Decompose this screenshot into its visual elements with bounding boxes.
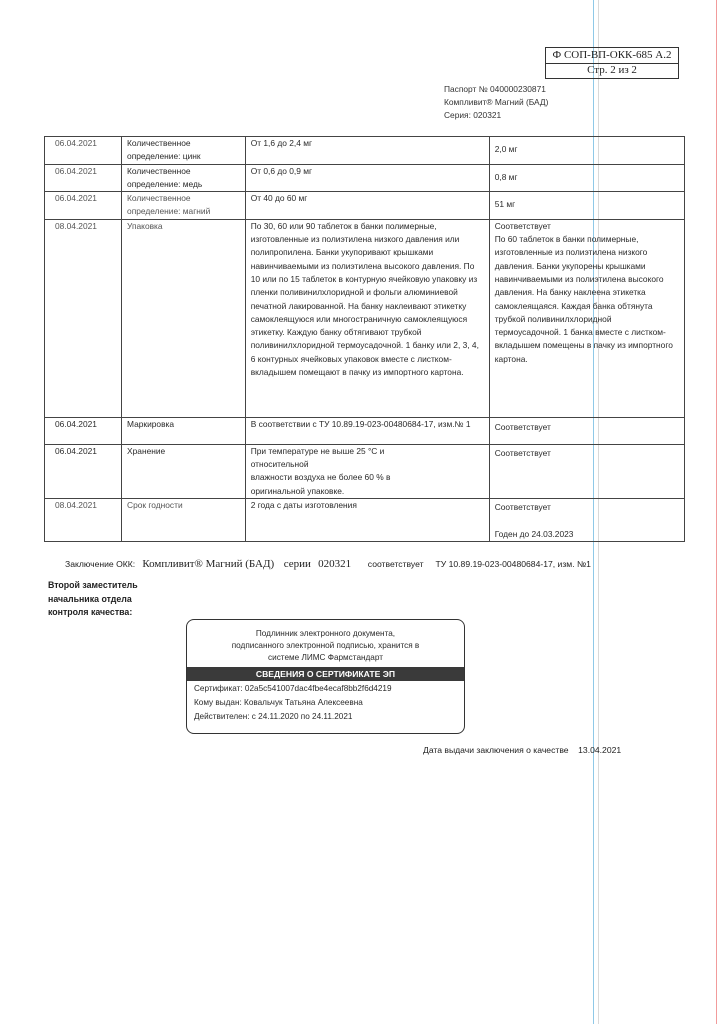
table-row	[45, 192, 685, 220]
stamp-text: Подлинник электронного документа, подписанного электронной подписью, хранится в системе ЛИМС Фармстандарт	[231, 629, 420, 662]
conclusion-series: 020321	[318, 558, 352, 570]
passport-info	[444, 83, 548, 122]
row-date: 06.04.2021	[45, 444, 122, 498]
row-requirement: В соответствии с ТУ 10.89.19-023-00480684-17, изм.№ 1	[245, 417, 489, 444]
table-row	[45, 164, 685, 192]
row-requirement: От 1,6 до 2,4 мг	[245, 137, 489, 165]
row-name: Количественное определение: медь	[122, 164, 246, 192]
table-row	[45, 219, 685, 417]
stamp-certificate: Сертификат: 02a5c541007dac4fbe4ecaf8bb2f6d4219	[194, 684, 392, 693]
row-result: Соответствует Годен до 24.03.2023	[489, 498, 684, 541]
signatory-title: Второй заместитель начальника отдела контроля качества:	[48, 580, 138, 617]
row-requirement: От 0,6 до 0,9 мг	[245, 164, 489, 192]
conclusion-product: Компливит® Магний (БАД)	[142, 558, 275, 570]
conclusion-spec: ТУ 10.89.19-023-00480684-17, изм. №1	[435, 559, 591, 569]
row-result: 51 мг	[489, 192, 684, 220]
row-name: Срок годности	[122, 498, 246, 541]
form-code-box	[545, 47, 679, 79]
table-row	[45, 137, 685, 165]
conclusion-label: Заключение ОКК:	[65, 559, 136, 569]
conclusion-verdict: соответствует	[367, 559, 424, 569]
table-row	[45, 498, 685, 541]
results-table	[44, 136, 685, 542]
row-requirement: При температуре не выше 25 °С и относительной влажности воздуха не более 60 % в оригинальной упаковке.	[245, 444, 489, 498]
row-date: 08.04.2021	[45, 219, 122, 417]
row-name: Количественное определение: магний	[122, 192, 246, 220]
page-number: Стр. 2 из 2	[587, 64, 637, 76]
stamp-issued-to: Кому выдан: Ковальчук Татьяна Алексеевна	[194, 698, 363, 707]
stamp-header: СВЕДЕНИЯ О СЕРТИФИКАТЕ ЭП	[187, 667, 464, 681]
row-name: Упаковка	[122, 219, 246, 417]
row-result: Соответствует	[489, 444, 684, 498]
issue-date: 13.04.2021	[578, 745, 622, 755]
table-row	[45, 444, 685, 498]
passport-number: Паспорт № 040000230871	[444, 84, 546, 94]
scan-line-red	[716, 0, 717, 1024]
row-result: Соответствует По 60 таблеток в банки полимерные, изготовленные из полиэтилена низкого давления. Банки укупорены крышками навинчиваемыми из полиэтилена высокого давления. На банку наклеена этикетка самоклеящаяся. Каждая банка обтянута трубкой поливинилхлоридной термоусадочной. 1 банка вместе с листком-вкладышем помещены в пачку из импортного картона.	[489, 219, 684, 417]
row-date: 08.04.2021	[45, 498, 122, 541]
row-requirement: От 40 до 60 мг	[245, 192, 489, 220]
issue-date-label: Дата выдачи заключения о качестве	[423, 745, 569, 755]
row-result: 0,8 мг	[489, 164, 684, 192]
table-row	[45, 417, 685, 444]
stamp-valid: Действителен: с 24.11.2020 по 24.11.2021	[194, 712, 353, 721]
row-name: Маркировка	[122, 417, 246, 444]
row-date: 06.04.2021	[45, 417, 122, 444]
row-name: Количественное определение: цинк	[122, 137, 246, 165]
issue-date-line	[423, 745, 621, 755]
row-result: Соответствует	[489, 417, 684, 444]
row-result: 2,0 мг	[489, 137, 684, 165]
form-code: Ф СОП-ВП-ОКК-685 А.2	[546, 48, 678, 64]
row-date: 06.04.2021	[45, 164, 122, 192]
row-date: 06.04.2021	[45, 137, 122, 165]
e-signature-stamp	[186, 619, 465, 734]
row-date: 06.04.2021	[45, 192, 122, 220]
row-name: Хранение	[122, 444, 246, 498]
passport-product: Компливит® Магний (БАД)	[444, 97, 549, 107]
row-requirement: По 30, 60 или 90 таблеток в банки полимерные, изготовленные из полиэтилена низкого давления или полипропилена. Банки укупоривают крышками навинчиваемыми из полиэтилена высокого давления. По 10 или по 15 таблеток в контурную ячейковую упаковку из пленки поливинилхлоридной и фольги алюминиевой печатной лакированной. На банку наклеивают этикетку самоклеящуюся или многостраничную самоклеящуюся этикетку. Каждую банку обтягивают трубкой поливинилхлоридной термоусадочной. 1 банку или 2, 3, 4, 6 контурных ячейковых упаковок вместе с листком-вкладышем помещают в пачку из импортного картона.	[245, 219, 489, 417]
row-requirement: 2 года с даты изготовления	[245, 498, 489, 541]
passport-series: Серия: 020321	[444, 110, 502, 120]
conclusion-line	[65, 558, 591, 570]
conclusion-series-label: серии	[283, 558, 311, 570]
